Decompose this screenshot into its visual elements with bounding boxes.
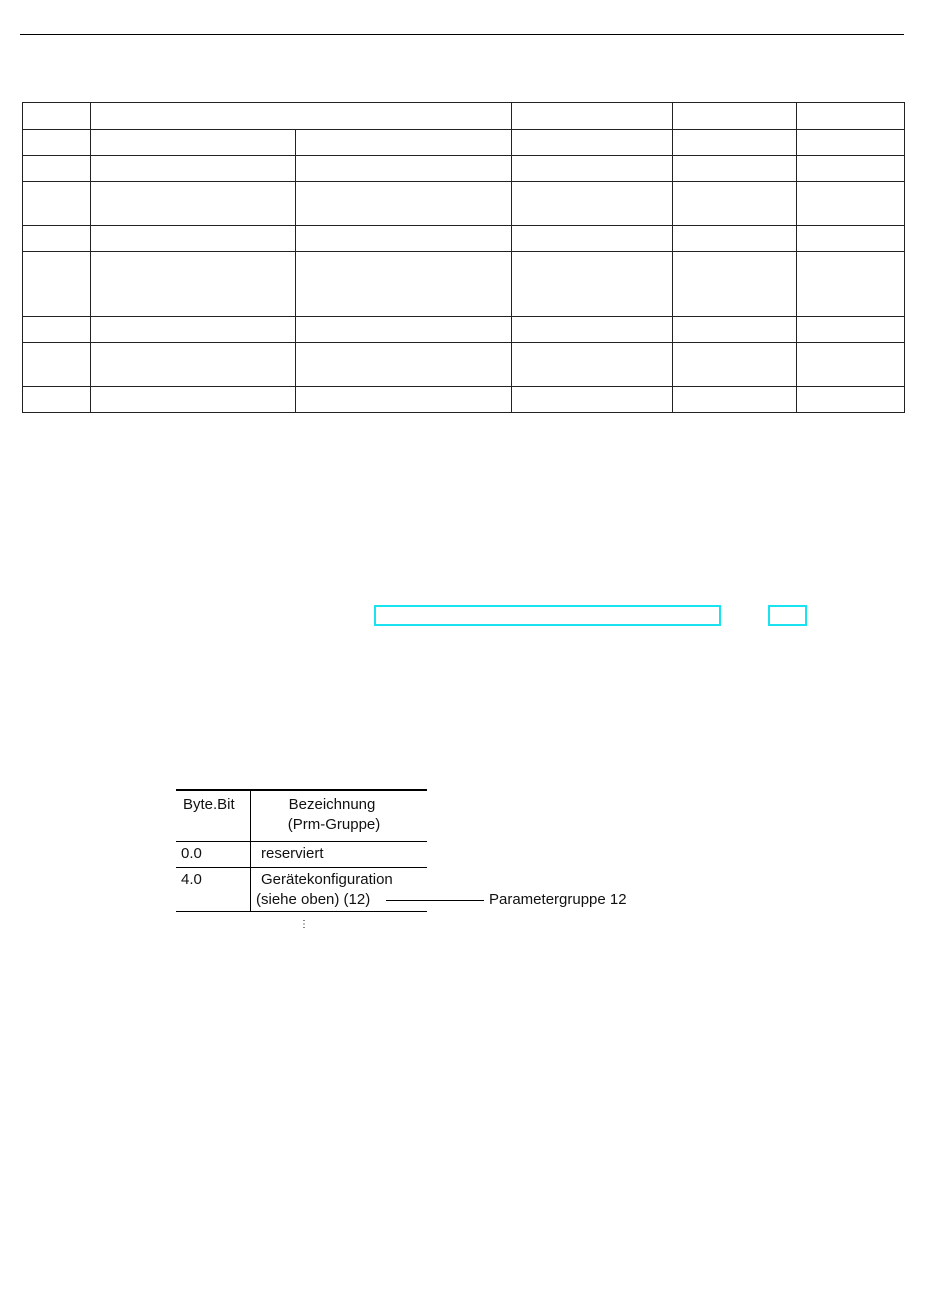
table-cell [296,130,512,156]
figure-bottom-rule [176,911,427,912]
table-cell [512,343,673,387]
table-cell [23,103,91,130]
table-cell [797,182,905,226]
table-row [23,130,905,156]
table-cell [23,130,91,156]
table-cell [296,182,512,226]
table-row [23,252,905,317]
table-cell [673,317,797,343]
table-cell [673,226,797,252]
table-cell [673,343,797,387]
figure-header-group: (Prm-Gruppe) [287,816,381,833]
table-cell [797,156,905,182]
table-cell [797,130,905,156]
table-header-row [23,103,905,130]
figure-row-label: Gerätekonfiguration [261,871,393,888]
table-cell [512,252,673,317]
table-cell [673,156,797,182]
table-cell [673,387,797,413]
table-row [23,156,905,182]
table-cell [91,343,296,387]
cross-reference-link[interactable] [374,605,721,626]
table-row [23,226,905,252]
continuation-dots: ⋮ [299,919,309,930]
callout-label: Parametergruppe 12 [489,891,627,908]
figure-row-byte-bit: 4.0 [181,871,202,888]
table-cell [23,343,91,387]
page-reference-link[interactable] [768,605,807,626]
table-cell [673,103,797,130]
figure-row-label-detail: (siehe oben) (12) [256,891,371,908]
figure-row-byte-bit: 0.0 [181,845,202,862]
table-cell [23,156,91,182]
table-row [23,343,905,387]
figure-top-rule [176,789,427,791]
header-rule [20,34,904,35]
table-cell [23,387,91,413]
table-cell [512,130,673,156]
table-cell [91,226,296,252]
table-cell [23,226,91,252]
table-cell [797,387,905,413]
table-cell [91,182,296,226]
table-cell [797,343,905,387]
figure-column-divider [250,791,251,911]
table-cell [91,103,512,130]
table-cell [673,252,797,317]
table-cell [23,252,91,317]
table-cell [673,182,797,226]
table-cell [797,226,905,252]
figure-header-rule [176,841,427,842]
table-cell [296,317,512,343]
table-cell [91,252,296,317]
table-cell [91,156,296,182]
table-cell [797,252,905,317]
table-cell [296,343,512,387]
table-cell [23,182,91,226]
table-cell [797,317,905,343]
table-cell [512,387,673,413]
table-cell [91,130,296,156]
figure-header-byte-bit: Byte.Bit [183,796,235,813]
table-cell [91,387,296,413]
figure-header-name: Bezeichnung [288,796,376,813]
table-row [23,387,905,413]
table-cell [91,317,296,343]
table-cell [512,156,673,182]
table-cell [512,182,673,226]
callout-leader-line [386,900,484,901]
table-cell [296,156,512,182]
table-row [23,182,905,226]
table-cell [296,252,512,317]
table-cell [23,317,91,343]
table-cell [797,103,905,130]
table-cell [512,226,673,252]
table-cell [512,317,673,343]
figure-row-rule [176,867,427,868]
table-cell [296,387,512,413]
figure-row-label: reserviert [261,845,324,862]
table-cell [673,130,797,156]
table-row [23,317,905,343]
table-cell [512,103,673,130]
parameter-table [22,102,905,413]
table-cell [296,226,512,252]
